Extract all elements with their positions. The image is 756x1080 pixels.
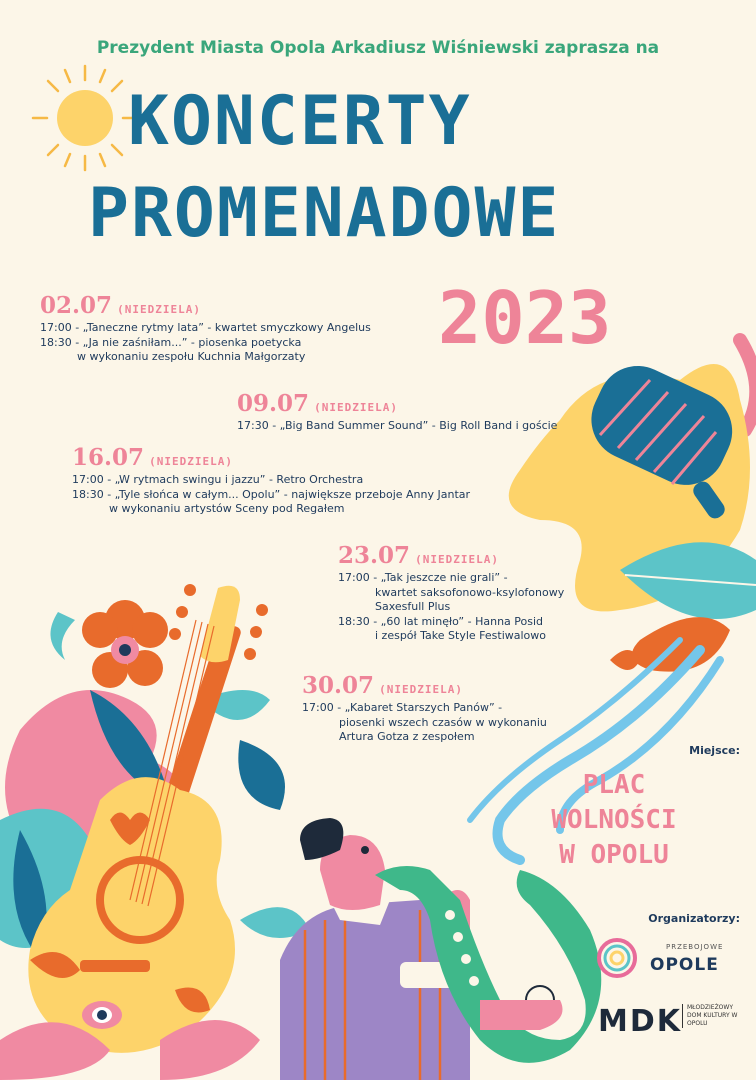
concert-3 [72, 446, 470, 517]
invite-line: Prezydent Miasta Opola Arkadiusz Wiśniewski zaprasza na [96, 38, 660, 58]
concert-day: (NIEDZIELA) [314, 401, 398, 414]
concert-line: 17:30 - „Big Band Summer Sound” - Big Roll Band i goście [237, 419, 558, 432]
logo1-main-text: OPOLE [650, 955, 719, 975]
concert-day: (NIEDZIELA) [379, 683, 463, 696]
concert-1 [40, 294, 371, 365]
place-line1: PLAC [582, 770, 646, 800]
concert-line: 17:00 - „W rytmach swingu i jazzu” - Retro Orchestra [72, 473, 364, 486]
concert-2 [237, 392, 557, 434]
przebojowe-opole-logo [599, 940, 635, 976]
sun-icon [33, 66, 137, 170]
year: 2023 [438, 276, 612, 360]
concert-line: kwartet saksofonowo-ksylofonowy [375, 585, 565, 599]
concert-line: piosenki wszech czasów w wykonaniu [339, 715, 547, 729]
concert-line: w wykonaniu artystów Sceny pod Regałem [109, 502, 345, 515]
concert-line: Artura Gotza z zespołem [339, 730, 475, 743]
concert-day: (NIEDZIELA) [117, 303, 201, 316]
concert-line: 18:30 - „60 lat minęło” - Hanna Posid [338, 614, 544, 628]
concert-line: Saxesfull Plus [375, 600, 451, 613]
concert-day: (NIEDZIELA) [149, 455, 233, 468]
place-name [514, 768, 714, 873]
concert-4 [338, 544, 564, 644]
logo1-small-text: PRZEBOJOWE [666, 943, 724, 951]
concert-line: i zespół Take Style Festiwalowo [375, 629, 547, 642]
concert-line: 17:00 - „Taneczne rytmy lata” - kwartet smyczkowy Angelus [40, 321, 371, 334]
mdk-logo-subtext: MŁODZIEŻOWY DOM KULTURY W OPOLU [682, 1004, 747, 1028]
concert-date: 16.07 [72, 444, 145, 471]
organizers-label: Organizatorzy: [648, 912, 740, 925]
concert-line: 17:00 - „Kabaret Starszych Panów” - [302, 701, 503, 714]
concert-line: 17:00 - „Tak jeszcze nie grali” - [338, 571, 508, 584]
concert-day: (NIEDZIELA) [415, 553, 499, 566]
flower-icon [82, 600, 168, 688]
place-line2: WOLNOŚCI [551, 805, 677, 835]
concert-line: w wykonaniu zespołu Kuchnia Małgorzaty [77, 350, 306, 363]
concert-date: 09.07 [237, 390, 310, 417]
place-line3: W OPOLU [559, 840, 669, 870]
title-line2: PROMENADOWE [88, 174, 561, 253]
concert-line: 18:30 - „Tyle słońca w całym... Opolu” - największe przeboje Anny Jantar [72, 487, 471, 501]
concert-line: 18:30 - „Ja nie zaśniłam...” - piosenka poetycka [40, 335, 302, 349]
concert-5 [302, 674, 547, 745]
title-line1: KONCERTY [128, 82, 472, 161]
concert-date: 30.07 [302, 672, 375, 699]
concert-date: 23.07 [338, 542, 411, 569]
concert-date: 02.07 [40, 292, 113, 319]
mdk-logo: MDK [598, 1004, 683, 1039]
place-label: Miejsce: [689, 744, 740, 757]
